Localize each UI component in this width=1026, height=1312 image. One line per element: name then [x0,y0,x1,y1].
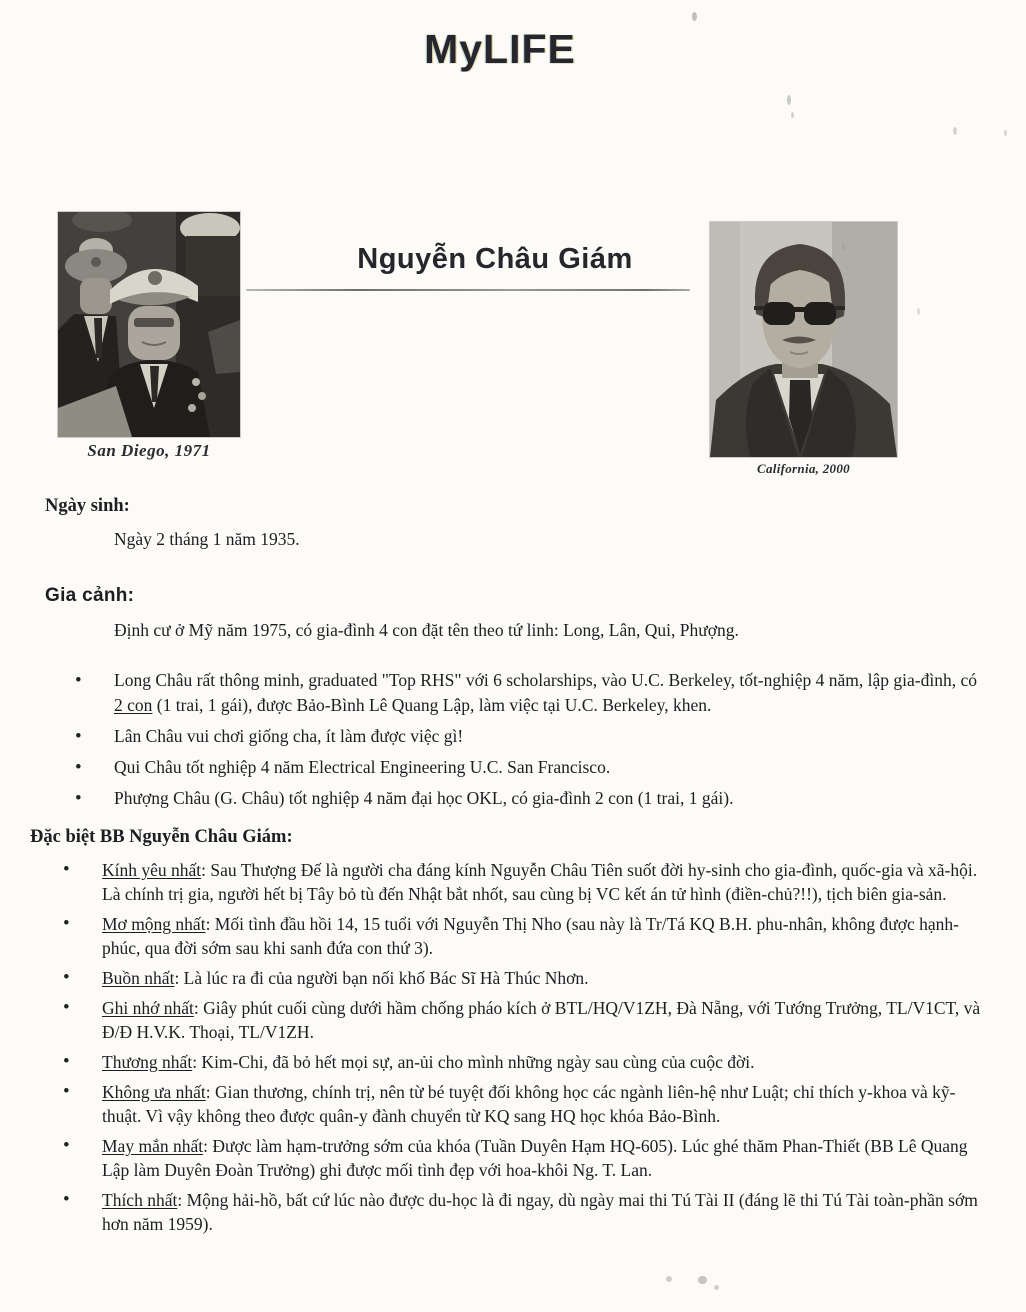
list-item [102,966,990,990]
document-body [0,494,1026,1242]
family-item-text: Long Châu rất thông minh, graduated "Top RHS" với 6 scholarships, vào U.C. Berkeley, tốt-nghiệp 4 năm, lập gia-đình, có [114,670,977,690]
list-item [114,786,984,811]
list-item [102,858,990,906]
trait-lead: Thương nhất [102,1052,193,1072]
list-item [102,1080,990,1128]
scan-speck [917,308,920,315]
trait-text: : Sau Thượng Đế là người cha đáng kính Nguyễn Châu Tiên suốt đời hy-sinh cho gia-đình, quốc-gia và xã-hội. Là chính trị gia, người hết bị Tây bỏ tù đến Nhật bắt nhốt, sau cùng bị VC kết án tử hình (điền-chủ?!!), tịch biên gia-sản. [102,860,978,904]
scan-speck [666,1276,672,1282]
list-item [102,996,990,1044]
family-item-text: Phượng Châu (G. Châu) tốt nghiệp 4 năm đại học OKL, có gia-đình 2 con (1 trai, 1 gái). [114,788,734,808]
trait-lead: Buồn nhất [102,968,175,988]
family-item-text: Lân Châu vui chơi giống cha, ít làm được việc gì! [114,726,464,746]
list-item [102,1134,990,1182]
trait-text: : Gian thương, chính trị, nên từ bé tuyệt đối không học các ngành liên-hệ như Luật; chỉ thích y-khoa và kỹ-thuật. Vì vậy không theo được quân-y đành chuyển từ KQ sang HQ học khóa Bảo-Bình. [102,1082,956,1126]
trait-text: : Giây phút cuối cùng dưới hầm chống pháo kích ở BTL/HQ/V1ZH, Đà Nẵng, với Tướng Trưởng, TL/V1CT, và Đ/Đ H.V.K. Thoại, TL/V1ZH. [102,998,981,1042]
photo-caption-san-diego: San Diego, 1971 [87,441,211,460]
page-title: MyLIFE [424,26,576,72]
traits-list [0,858,1026,1236]
photo-san-diego-1971 [58,212,240,461]
navy-group-photo [58,212,240,437]
family-intro: Định cư ở Mỹ năm 1975, có gia-đình 4 con đặt tên theo tứ linh: Long, Lân, Qui, Phượng. [114,620,739,640]
trait-text: : Là lúc ra đi của người bạn nối khố Bác Sĩ Hà Thúc Nhơn. [174,968,589,988]
photo-california-2000 [710,222,897,477]
scan-speck [787,95,791,105]
trait-text: : Mộng hải-hồ, bất cứ lúc nào được du-học là đi ngay, dù ngày mai thi Tú Tài II (đáng lẽ thi Tú Tài toàn-phần sớm hơn năm 1959). [102,1190,978,1234]
list-item [114,755,984,780]
divider-line [246,289,690,291]
family-item-underlined: 2 con [114,695,153,715]
list-item [102,1050,990,1074]
trait-text: : Được làm hạm-trưởng sớm của khóa (Tuần Duyên Hạm HQ-605). Lúc ghé thăm Phan-Thiết (BB Lê Quang Lập làm Duyên Đoàn Trưởng) ghi được mối tình đẹp với hoa-khôi Ng. T. Lan. [102,1136,968,1180]
trait-text: : Mối tình đầu hồi 14, 15 tuổi với Nguyễn Thị Nho (sau này là Tr/Tá KQ B.H. phu-nhân, không được hạnh-phúc, qua đời sớm sau khi sanh đứa con thứ 3). [102,914,959,958]
scan-speck [791,112,794,118]
scan-speck [842,244,845,250]
trait-lead: Thích nhất [102,1190,178,1210]
photo-caption-california: California, 2000 [757,461,850,476]
scan-speck [714,1285,719,1290]
trait-lead: Không ưa nhất [102,1082,206,1102]
section-heading-family: Gia cảnh: [45,585,135,606]
trait-lead: May mắn nhất [102,1136,204,1156]
scan-speck [1004,130,1007,136]
family-item-text: Qui Châu tốt nghiệp 4 năm Electrical Engineering U.C. San Francisco. [114,757,611,777]
family-item-text: (1 trai, 1 gái), được Bảo-Bình Lê Quang Lập, làm việc tại U.C. Berkeley, khen. [152,695,712,715]
scan-speck [692,12,697,21]
family-list [0,668,1026,811]
portrait-photo [710,222,897,457]
list-item [114,724,984,749]
trait-lead: Kính yêu nhất [102,860,202,880]
person-name: Nguyễn Châu Giám [357,243,633,275]
list-item [114,668,984,718]
section-heading-birth: Ngày sinh: [45,496,130,516]
list-item [102,912,990,960]
trait-lead: Ghi nhớ nhất [102,998,194,1018]
list-item [102,1188,990,1236]
scan-speck [698,1276,707,1284]
section-heading-traits: Đặc biệt BB Nguyễn Châu Giám: [30,827,293,847]
birth-date: Ngày 2 tháng 1 năm 1935. [114,529,300,549]
trait-lead: Mơ mộng nhất [102,914,206,934]
scan-speck [953,127,957,135]
trait-text: : Kim-Chi, đã bỏ hết mọi sự, an-ủi cho mình những ngày sau cùng của cuộc đời. [192,1052,755,1072]
